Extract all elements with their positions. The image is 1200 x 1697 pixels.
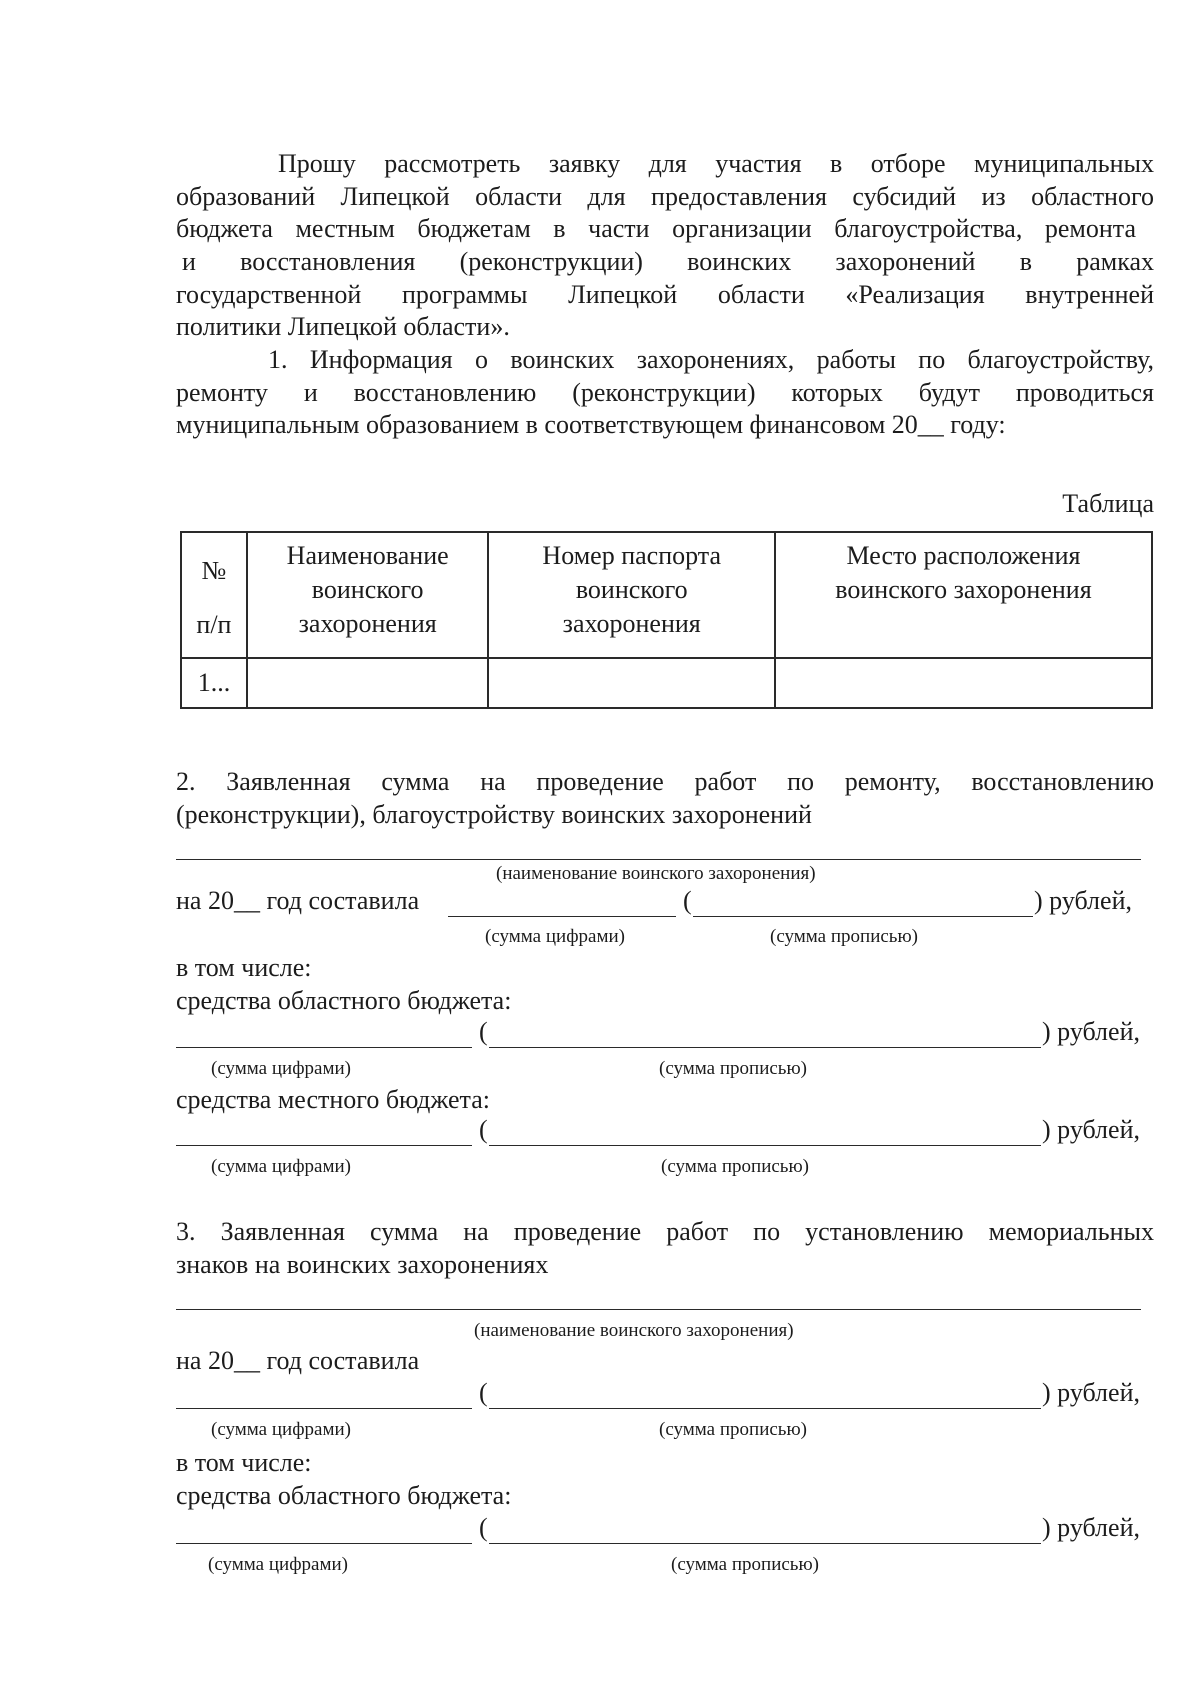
digits-caption: (сумма цифрами) xyxy=(211,1156,351,1177)
burial-name-field[interactable] xyxy=(176,1309,1141,1310)
intro-line: образований Липецкой области для предоставления субсидий из областного xyxy=(176,182,1154,211)
digits-caption: (сумма цифрами) xyxy=(211,1419,351,1440)
open-paren: ( xyxy=(683,886,692,915)
item2-line: 2. Заявленная сумма на проведение работ по ремонту, восстановлению xyxy=(176,767,1154,796)
header-num-bottom: п/п xyxy=(196,610,232,639)
rub-suffix: ) рублей, xyxy=(1042,1378,1140,1407)
cell-passport xyxy=(488,658,775,708)
regional-label: средства областного бюджета: xyxy=(176,1481,512,1510)
item2-line: (реконструкции), благоустройству воинских захоронений xyxy=(176,800,812,829)
burial-name-field[interactable] xyxy=(176,859,1141,860)
cell-num: 1... xyxy=(181,658,247,708)
total-words-field[interactable] xyxy=(693,916,1033,917)
total-digits-field[interactable] xyxy=(176,1408,472,1409)
digits-caption: (сумма цифрами) xyxy=(211,1058,351,1079)
rub-suffix: ) рублей, xyxy=(1042,1115,1140,1144)
words-caption: (сумма прописью) xyxy=(659,1419,807,1440)
item1-line: муниципальным образованием в соответствующем финансовом 20__ году: xyxy=(176,410,1006,439)
total-prefix: на 20__ год составила xyxy=(176,886,420,915)
item3-line: знаков на воинских захоронениях xyxy=(176,1250,549,1279)
including-label: в том числе: xyxy=(176,1448,312,1477)
item1-line: 1. Информация о воинских захоронениях, работы по благоустройству, xyxy=(268,345,1154,374)
regional-words-field[interactable] xyxy=(489,1543,1041,1544)
words-caption: (сумма прописью) xyxy=(770,926,918,947)
open-paren: ( xyxy=(479,1017,488,1046)
open-paren: ( xyxy=(479,1513,488,1542)
intro-line: государственной программы Липецкой области «Реализация внутренней xyxy=(176,280,1154,309)
item1-line: ремонту и восстановлению (реконструкции) которых будут проводиться xyxy=(176,378,1154,407)
local-label: средства местного бюджета: xyxy=(176,1085,490,1114)
words-caption: (сумма прописью) xyxy=(661,1156,809,1177)
regional-words-field[interactable] xyxy=(489,1047,1041,1048)
header-name: Наименование воинского захоронения xyxy=(247,532,489,658)
intro-line: и восстановления (реконструкции) воинских захоронений в рамках xyxy=(182,247,1154,276)
regional-digits-field[interactable] xyxy=(176,1047,472,1048)
regional-label: средства областного бюджета: xyxy=(176,986,512,1015)
intro-line: политики Липецкой области». xyxy=(176,312,510,341)
total-digits-field[interactable] xyxy=(448,916,676,917)
open-paren: ( xyxy=(479,1115,488,1144)
digits-caption: (сумма цифрами) xyxy=(485,926,625,947)
including-label: в том числе: xyxy=(176,953,312,982)
table-row xyxy=(181,658,1152,708)
words-caption: (сумма прописью) xyxy=(671,1554,819,1575)
rub-suffix: ) рублей, xyxy=(1034,886,1132,915)
header-num-top: № xyxy=(201,556,227,585)
header-passport: Номер паспорта воинского захоронения xyxy=(488,532,775,658)
table-caption: Таблица xyxy=(1062,489,1154,518)
open-paren: ( xyxy=(479,1378,488,1407)
local-digits-field[interactable] xyxy=(176,1145,472,1146)
words-caption: (сумма прописью) xyxy=(659,1058,807,1079)
burial-name-caption: (наименование воинского захоронения) xyxy=(474,1320,794,1341)
burials-table xyxy=(180,531,1153,709)
total-prefix: на 20__ год составила xyxy=(176,1346,420,1375)
intro-line: бюджета местным бюджетам в части организации благоустройства, ремонта xyxy=(176,214,1136,243)
total-words-field[interactable] xyxy=(489,1408,1041,1409)
cell-location xyxy=(775,658,1152,708)
item3-line: 3. Заявленная сумма на проведение работ по установлению мемориальных xyxy=(176,1217,1154,1246)
local-words-field[interactable] xyxy=(489,1145,1041,1146)
header-num xyxy=(181,532,247,658)
digits-caption: (сумма цифрами) xyxy=(208,1554,348,1575)
header-location: Место расположения воинского захоронения xyxy=(775,532,1152,658)
intro-line: Прошу рассмотреть заявку для участия в отборе муниципальных xyxy=(278,149,1154,178)
table-header-row xyxy=(181,532,1152,658)
rub-suffix: ) рублей, xyxy=(1042,1017,1140,1046)
cell-name xyxy=(247,658,489,708)
regional-digits-field[interactable] xyxy=(176,1543,472,1544)
rub-suffix: ) рублей, xyxy=(1042,1513,1140,1542)
burial-name-caption: (наименование воинского захоронения) xyxy=(496,863,816,884)
